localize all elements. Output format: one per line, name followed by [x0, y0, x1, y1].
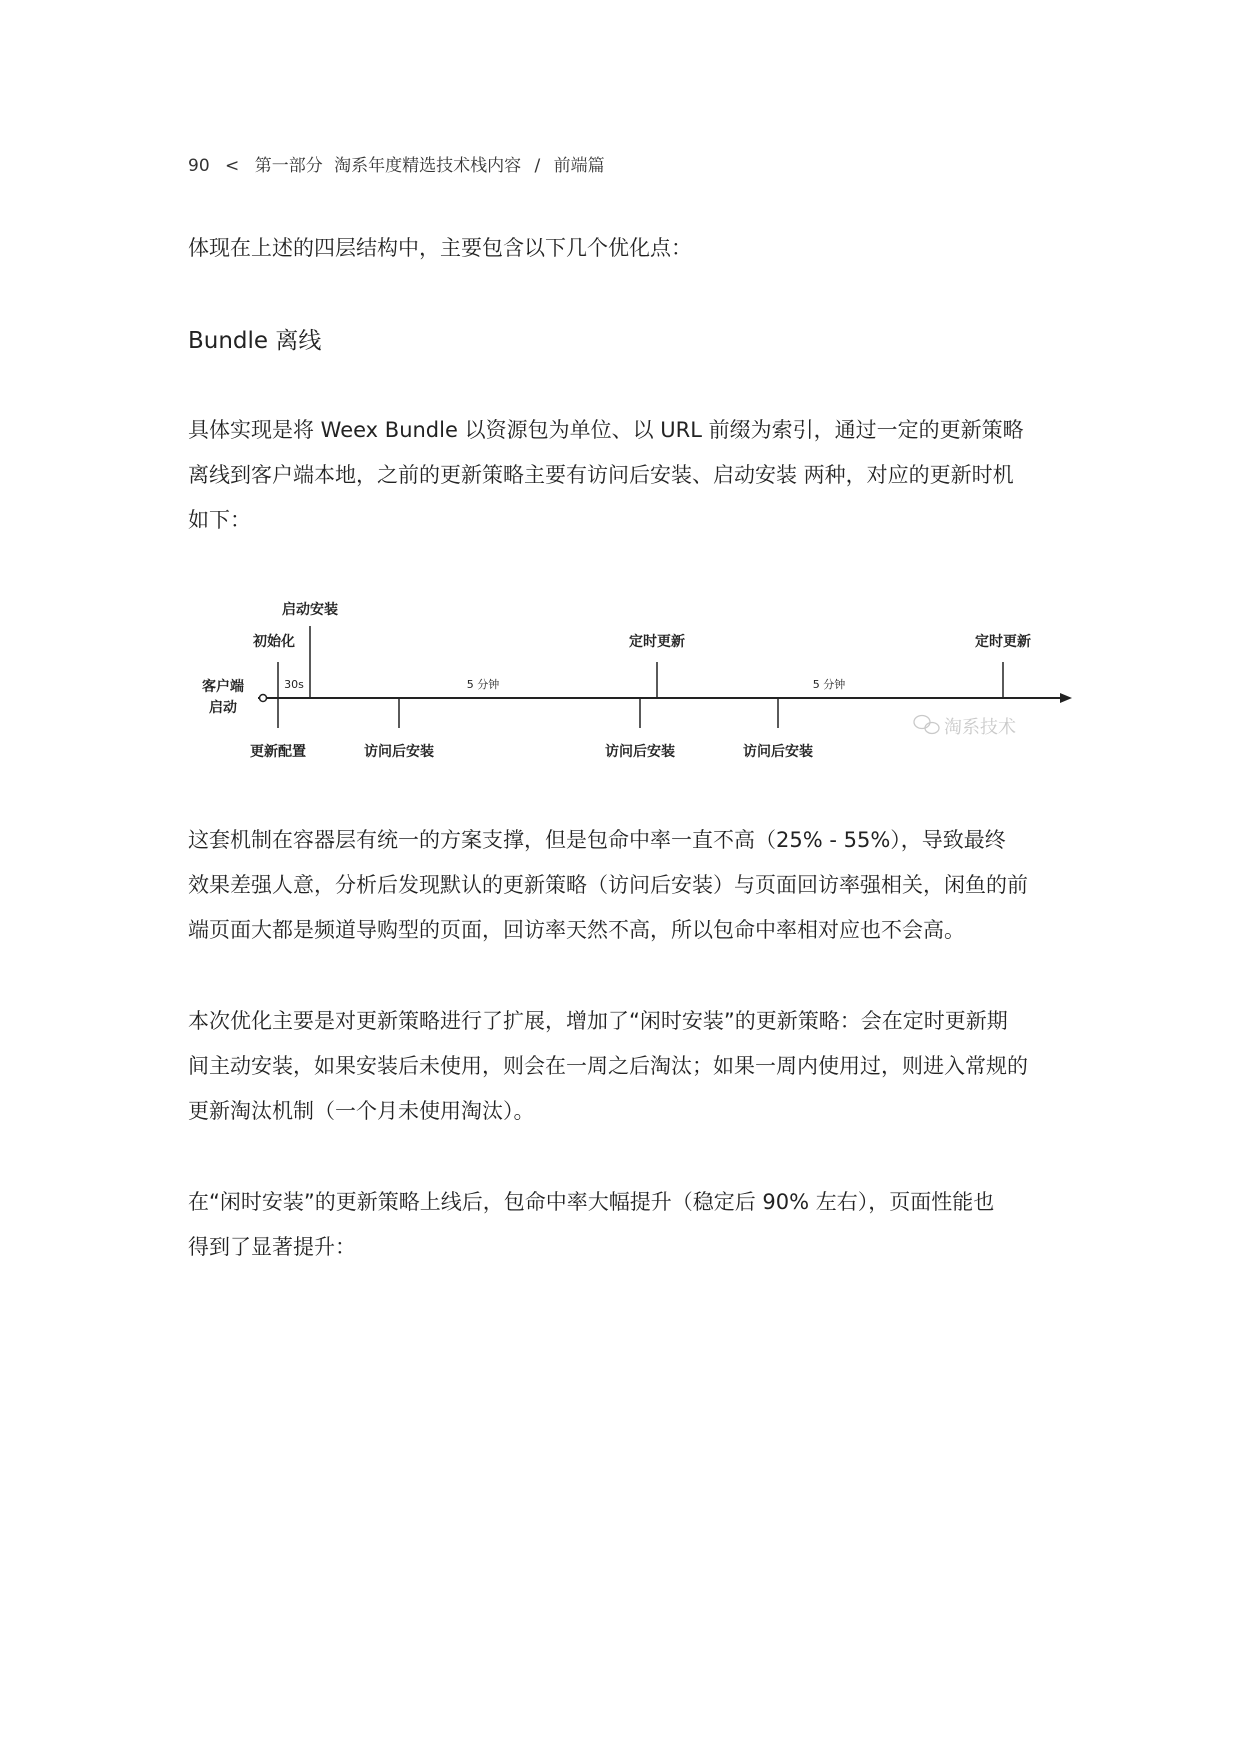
- launch-install-label: 启动安装: [282, 602, 338, 618]
- running-header: [188, 151, 615, 176]
- part-label: 第一部分: [254, 156, 323, 176]
- scheduled-update-label-1: 定时更新: [629, 634, 685, 650]
- visit-install-label-1: 访问后安装: [364, 744, 434, 760]
- section-label: 前端篇: [553, 156, 605, 176]
- paragraph-line: 间主动安装，如果安装后未使用，则会在一周之后淘汰；如果一周内使用过，则进入常规的: [188, 1054, 1028, 1078]
- interval-30s-label: 30s: [284, 678, 304, 691]
- paragraph-line: 在“闲时安装”的更新策略上线后，包命中率大幅提升（稳定后 90% 左右），页面性能也: [188, 1190, 995, 1214]
- watermark: [914, 716, 1016, 739]
- header-slash: /: [534, 156, 541, 176]
- header-separator: <: [225, 156, 240, 176]
- paragraph-line: 效果差强人意，分析后发现默认的更新策略（访问后安装）与页面回访率强相关，闲鱼的前: [188, 873, 1028, 897]
- paragraph-idle-install: [188, 999, 1058, 1134]
- paragraph-line: 具体实现是将 Weex Bundle 以资源包为单位、以 URL 前缀为索引，通过一定的更新策略: [188, 418, 1024, 442]
- paragraph-hit-rate: [188, 818, 1058, 953]
- scheduled-update-label-2: 定时更新: [975, 634, 1031, 650]
- watermark-text: 淘系技术: [944, 717, 1016, 738]
- interval-5min-label-2: 5 分钟: [812, 678, 846, 691]
- paragraph-line: 这套机制在容器层有统一的方案支撑，但是包命中率一直不高（25% - 55%），导致最终: [188, 828, 1006, 852]
- wechat-icon: [914, 716, 939, 734]
- start-marker: [260, 695, 267, 702]
- interval-5min-label-1: 5 分钟: [466, 678, 500, 691]
- section-heading: Bundle 离线: [188, 328, 322, 354]
- paragraph-line: 本次优化主要是对更新策略进行了扩展，增加了“闲时安装”的更新策略：会在定时更新期: [188, 1009, 1008, 1033]
- intro-paragraph: 体现在上述的四层结构中，主要包含以下几个优化点：: [188, 236, 692, 260]
- init-label: 初始化: [253, 634, 295, 650]
- client-start-label-2: 启动: [209, 700, 237, 716]
- page-number: 90: [188, 156, 210, 176]
- paragraph-bundle-offline: [188, 408, 1058, 543]
- book-title: 淘系年度精选技术栈内容: [334, 156, 522, 176]
- update-config-label: 更新配置: [250, 744, 306, 760]
- client-start-label-1: 客户端: [202, 679, 244, 695]
- paragraph-line: 得到了显著提升：: [188, 1235, 356, 1259]
- visit-install-label-3: 访问后安装: [743, 744, 813, 760]
- paragraph-result: [188, 1180, 1058, 1270]
- timeline-arrowhead: [1060, 693, 1072, 703]
- update-timeline-diagram: [188, 590, 1078, 780]
- paragraph-line: 如下：: [188, 508, 251, 532]
- paragraph-line: 离线到客户端本地，之前的更新策略主要有访问后安装、启动安装 两种，对应的更新时机: [188, 463, 1014, 487]
- visit-install-label-2: 访问后安装: [605, 744, 675, 760]
- paragraph-line: 端页面大都是频道导购型的页面，回访率天然不高，所以包命中率相对应也不会高。: [188, 918, 965, 942]
- paragraph-line: 更新淘汰机制（一个月未使用淘汰）。: [188, 1099, 535, 1123]
